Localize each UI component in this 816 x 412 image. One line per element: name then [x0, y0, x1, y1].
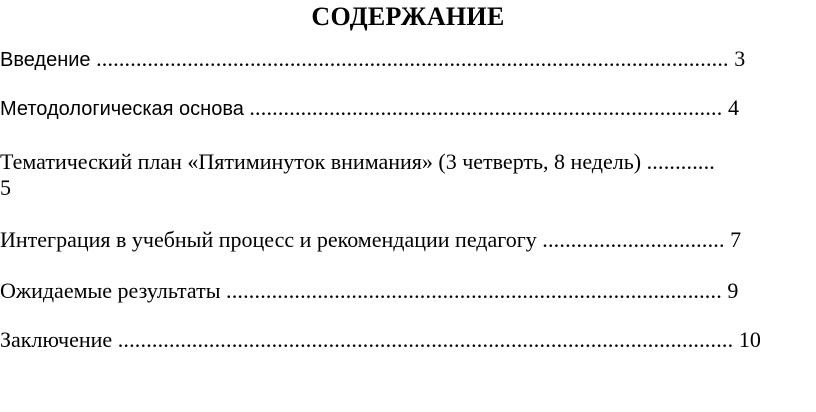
- toc-entry-title: Методологическая основа: [0, 98, 244, 120]
- page-title: СОДЕРЖАНИЕ: [311, 2, 505, 31]
- toc-leader-dots: .......................................................................................: [226, 278, 722, 303]
- toc-entry-introduction[interactable]: [0, 46, 800, 73]
- toc-page-number: 7: [730, 227, 742, 252]
- toc-entry-methodology[interactable]: [0, 95, 806, 122]
- toc-entry-conclusion[interactable]: [0, 327, 800, 353]
- toc-leader-dots: ...................................................................................: [249, 95, 723, 120]
- toc-entry-title: Заключение: [0, 327, 113, 352]
- toc-entry-title: Ожидаемые результаты: [0, 278, 221, 303]
- toc-page-number: 9: [727, 278, 739, 303]
- toc-leader-dots: ...............................................................................................................: [96, 46, 729, 71]
- toc-leader-dots: ................................: [542, 227, 725, 252]
- toc-page-number: 3: [734, 46, 746, 71]
- toc-leader-dots: ............................................................................................................: [117, 327, 734, 352]
- toc-entry-title: Тематический план «Пятиминуток внимания» (3 четверть, 8 недель): [0, 149, 642, 174]
- toc-entry-title: Введение: [0, 49, 91, 71]
- toc-entry-title: Интеграция в учебный процесс и рекомендации педагогу: [0, 227, 537, 252]
- toc-entry-thematic-plan[interactable]: [0, 149, 816, 201]
- toc-page-number: 5: [0, 175, 11, 200]
- toc-page-number: 4: [727, 95, 739, 120]
- toc-entry-expected-results[interactable]: [0, 278, 806, 304]
- toc-leader-dots: ............: [646, 149, 715, 174]
- toc-entry-second-line: [0, 175, 816, 201]
- toc-entry-first-line: [0, 149, 816, 175]
- toc-entry-integration[interactable]: [0, 227, 812, 253]
- toc-page-number: 10: [738, 327, 761, 352]
